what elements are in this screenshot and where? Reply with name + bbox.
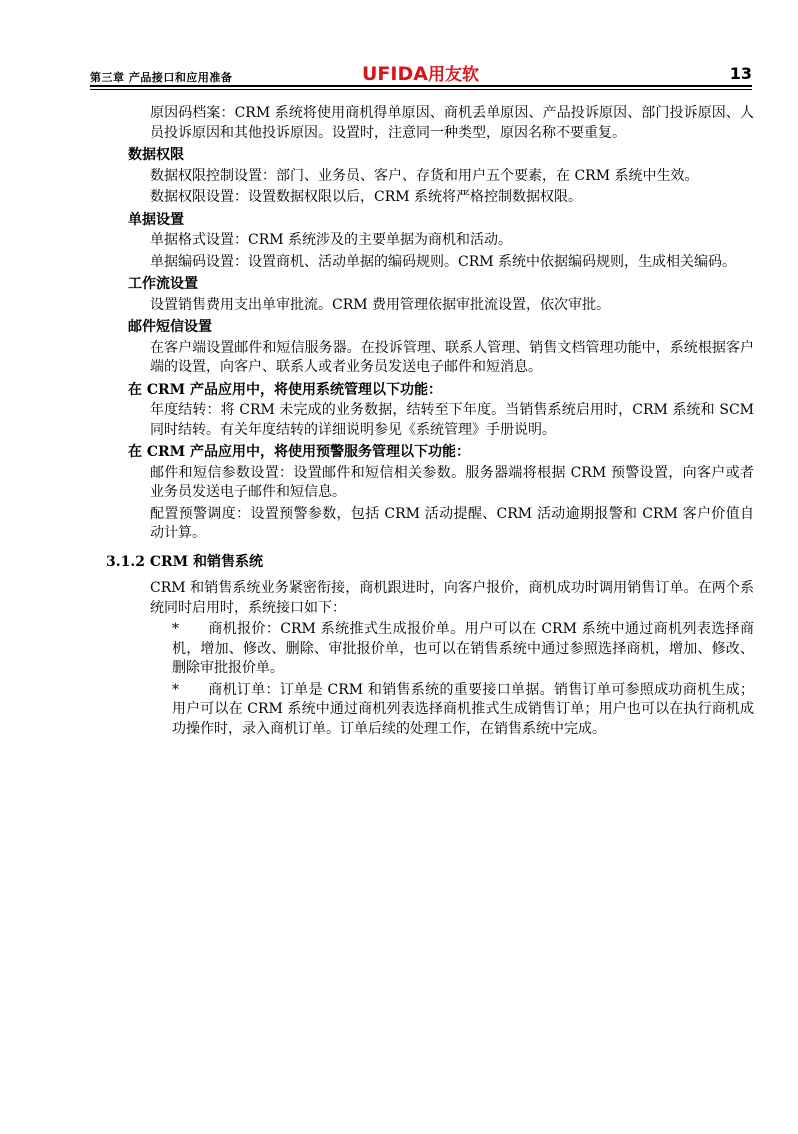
bullet-marker: * [172, 681, 179, 698]
paragraph: 数据权限设置：设置数据权限以后，CRM 系统将严格控制数据权限。 [150, 189, 583, 205]
ufida-logo [362, 60, 479, 85]
paragraph: 设置销售费用支出单审批流。CRM 费用管理依据审批流设置，依次审批。 [150, 296, 611, 313]
subheading: 邮件短信设置 [128, 319, 212, 335]
subheading: 在 CRM 产品应用中，将使用预警服务管理以下功能： [128, 444, 471, 460]
paragraph: CRM 和销售系统业务紧密衔接，商机跟进时，向客户报价，商机成功时调用销售订单。在两个系统同时启用时，系统接口如下： [150, 580, 754, 616]
page-number: 13 [729, 64, 752, 83]
paragraph: 原因码档案：CRM 系统将使用商机得单原因、商机丢单原因、产品投诉原因、部门投诉原因、人员投诉原因和其他投诉原因。设置时，注意同一种类型，原因名称不要重复。 [150, 105, 754, 141]
bullet-item [172, 681, 754, 740]
bullet-item [172, 620, 754, 679]
page-header [90, 62, 752, 88]
bullet-text: 商机报价：CRM 系统推式生成报价单。用户可以在 CRM 系统中通过商机列表选择商机，增加、修改、删除、审批报价单，也可以在销售系统中通过参照选择商机，增加、修改、删除审批报价单。 [172, 621, 754, 676]
page-body [106, 104, 754, 741]
paragraph: 数据权限控制设置：部门、业务员、客户、存货和用户五个要素，在 CRM 系统中生效。 [150, 167, 699, 184]
logo-cn: 用友软 [427, 65, 479, 85]
paragraph: 单据格式设置：CRM 系统涉及的主要单据为商机和活动。 [150, 232, 513, 248]
logo-en: UFIDA [362, 63, 428, 85]
header-rule [90, 85, 752, 87]
paragraph: 单据编码设置：设置商机、活动单据的编码规则。CRM 系统中依据编码规则，生成相关编码。 [150, 253, 737, 270]
subheading: 在 CRM 产品应用中，将使用系统管理以下功能： [128, 381, 443, 398]
paragraph: 在客户端设置邮件和短信服务器。在投诉管理、联系人管理、销售文档管理功能中，系统根据客户端的设置，向客户、联系人或者业务员发送电子邮件和短消息。 [150, 339, 754, 375]
section-heading: 3.1.2 CRM 和销售系统 [106, 553, 263, 570]
subheading: 单据设置 [128, 211, 184, 228]
header-rule-thin [90, 89, 752, 90]
bullet-marker: * [172, 621, 179, 637]
bullet-text: 商机订单：订单是 CRM 和销售系统的重要接口单据。销售订单可参照成功商机生成；用户可以在 CRM 系统中通过商机列表选择商机推式生成销售订单；用户也可以在执行商机成功操作时，录入商机订单。订单后续的处理工作，在销售系统中完成。 [172, 681, 754, 737]
subheading: 工作流设置 [128, 276, 198, 292]
paragraph: 配置预警调度：设置预警参数，包括 CRM 活动提醒、CRM 活动逾期报警和 CRM 客户价值自动计算。 [150, 505, 754, 541]
chapter-title: 第三章 产品接口和应用准备 [90, 71, 233, 84]
paragraph: 年度结转：将 CRM 未完成的业务数据，结转至下年度。当销售系统启用时，CRM 系统和 SCM 同时结转。有关年度结转的详细说明参见《系统管理》手册说明。 [150, 402, 754, 438]
paragraph: 邮件和短信参数设置：设置邮件和短信相关参数。服务器端将根据 CRM 预警设置，向客户或者业务员发送电子邮件和短信息。 [150, 464, 754, 500]
subheading: 数据权限 [128, 147, 184, 163]
